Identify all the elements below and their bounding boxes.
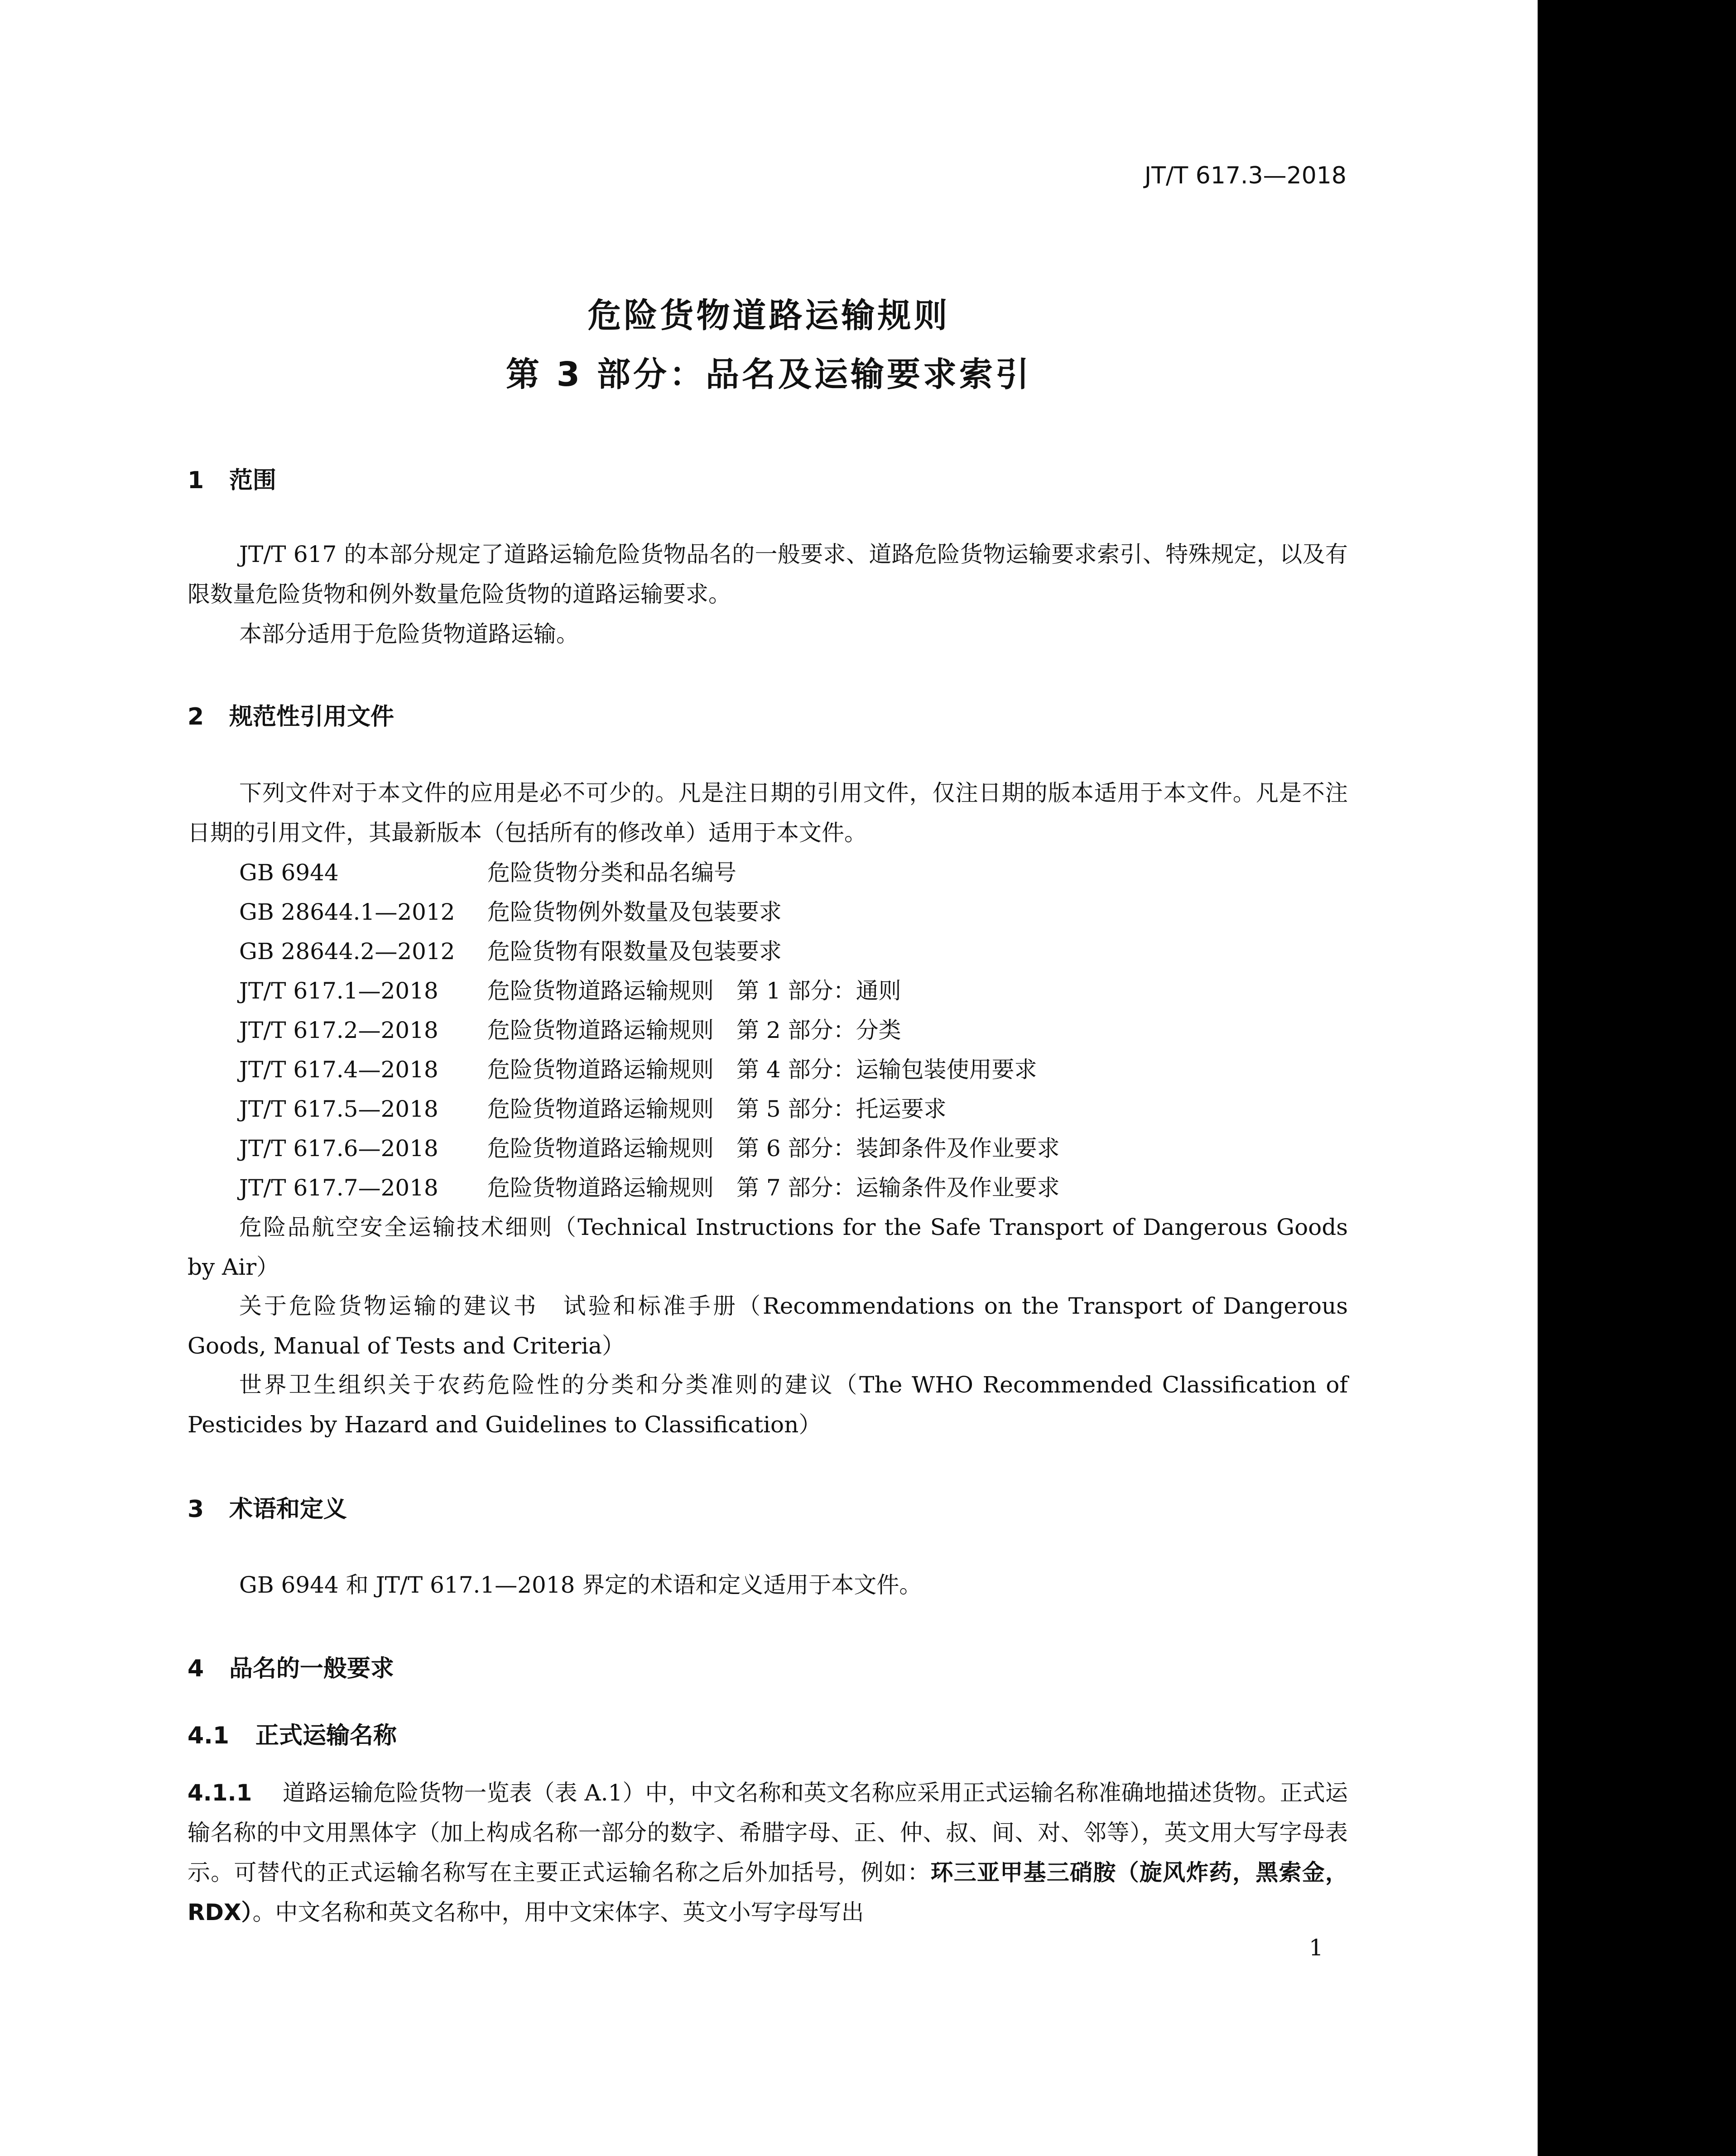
reference-extra-2: 关于危险货物运输的建议书 试验和标准手册（Recommendations on the Transport of Dangerous Goods, Manual of Tests and Criteria）: [188, 1293, 1348, 1359]
reference-row: [239, 892, 782, 932]
reference-title: 危险货物例外数量及包装要求: [487, 899, 782, 925]
standard-code-header: JT/T 617.3—2018: [1144, 162, 1346, 189]
section-2-heading: [188, 697, 394, 731]
section-1-paragraph-1: JT/T 617 的本部分规定了道路运输危险货物品名的一般要求、道路危险货物运输要求索引、特殊规定，以及有限数量危险货物和例外数量危险货物的道路运输要求。: [188, 541, 1348, 607]
reference-title: 危险货物道路运输规则 第 1 部分：通则: [487, 978, 901, 1004]
section-1-paragraph-2: 本部分适用于危险货物道路运输。: [239, 621, 579, 647]
reference-title: 危险货物分类和品名编号: [487, 860, 736, 886]
reference-code: JT/T 617.2—2018: [239, 1017, 438, 1043]
reference-code: JT/T 617.1—2018: [239, 978, 438, 1004]
reference-title: 危险货物道路运输规则 第 6 部分：装卸条件及作业要求: [487, 1135, 1060, 1162]
reference-code: JT/T 617.6—2018: [239, 1135, 438, 1162]
reference-code: JT/T 617.4—2018: [239, 1056, 438, 1083]
clause-bold-example: 环三亚甲基三硝胺（旋风炸药，黑索金，RDX）: [188, 1859, 1348, 1926]
reference-row: [239, 1128, 1060, 1168]
reference-title: 危险货物道路运输规则 第 4 部分：运输包装使用要求: [487, 1056, 1037, 1083]
reference-title: 危险货物有限数量及包装要求: [487, 938, 782, 965]
reference-title: 危险货物道路运输规则 第 2 部分：分类: [487, 1017, 901, 1043]
scan-border-band: [1538, 0, 1736, 2156]
reference-row: [239, 1050, 1037, 1090]
reference-row: [239, 971, 901, 1011]
reference-code: GB 28644.1—2012: [239, 899, 455, 925]
subsection-number: 4.1: [188, 1722, 230, 1749]
reference-title: 危险货物道路运输规则 第 7 部分：运输条件及作业要求: [487, 1175, 1060, 1201]
section-3-heading: [188, 1490, 347, 1524]
clause-number: 4.1.1: [188, 1780, 252, 1806]
reference-code: JT/T 617.5—2018: [239, 1096, 438, 1122]
clause-text-b: 。中文名称和英文名称中，用中文宋体字、英文小写字母写出: [252, 1899, 864, 1926]
clause-text-a: 道路运输危险货物一览表（表 A.1）中，中文名称和英文名称应采用正式运输名称准确地描述货物。正式运输名称的中文用黑体字（加上构成名称一部分的数字、希腊字母、正、仲、叔、间、对、邻等），英文用大写字母表示。可替代的正式运输名称写在主要正式运输名称之后外加括号，例如：: [188, 1780, 1348, 1886]
reference-row: [239, 1010, 901, 1050]
reference-row: [239, 1089, 947, 1129]
reference-code: GB 6944: [239, 860, 339, 886]
section-4-heading: [188, 1649, 394, 1683]
section-title: 品名的一般要求: [229, 1655, 394, 1682]
section-title: 范围: [229, 467, 277, 494]
section-number: 4: [188, 1655, 204, 1682]
section-title: 术语和定义: [229, 1496, 347, 1523]
reference-code: GB 28644.2—2012: [239, 938, 455, 965]
reference-row: [239, 853, 736, 893]
document-title-line-1: 危险货物道路运输规则: [587, 296, 950, 335]
subsection-title: 正式运输名称: [255, 1722, 397, 1749]
section-number: 2: [188, 703, 204, 730]
clause-4-1-1: [188, 1773, 1348, 1932]
reference-title: 危险货物道路运输规则 第 5 部分：托运要求: [487, 1096, 947, 1122]
reference-code: JT/T 617.7—2018: [239, 1175, 438, 1201]
section-3-paragraph: GB 6944 和 JT/T 617.1—2018 界定的术语和定义适用于本文件。: [239, 1572, 922, 1598]
section-1-heading: [188, 461, 276, 495]
subsection-4-1-heading: [188, 1716, 397, 1750]
reference-row: [239, 932, 782, 971]
reference-extra-1: 危险品航空安全运输技术细则（Technical Instructions for the Safe Transport of Dangerous Goods by Air）: [188, 1214, 1348, 1280]
document-title-line-2: 第 3 部分：品名及运输要求索引: [505, 355, 1032, 394]
section-2-intro: 下列文件对于本文件的应用是必不可少的。凡是注日期的引用文件，仅注日期的版本适用于本文件。凡是不注日期的引用文件，其最新版本（包括所有的修改单）适用于本文件。: [188, 780, 1348, 846]
section-number: 1: [188, 467, 204, 494]
section-number: 3: [188, 1496, 204, 1523]
page-number: 1: [1309, 1935, 1323, 1961]
section-title: 规范性引用文件: [229, 703, 394, 730]
reference-extra-3: 世界卫生组织关于农药危险性的分类和分类准则的建议（The WHO Recommended Classification of Pesticides by Hazard and Guidelines to Classification）: [188, 1372, 1348, 1438]
reference-row: [239, 1168, 1060, 1208]
